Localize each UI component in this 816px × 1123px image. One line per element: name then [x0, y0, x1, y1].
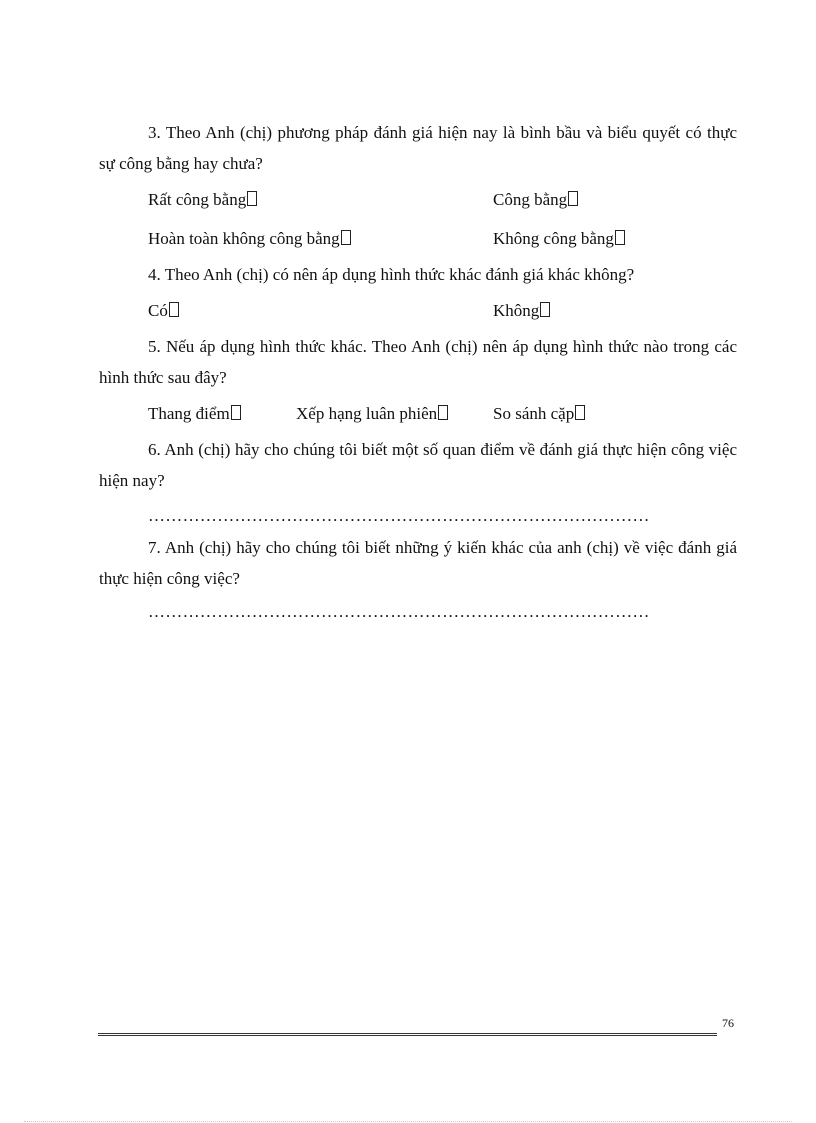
q4-option-1[interactable] — [148, 301, 179, 321]
q6-answer-line[interactable]: …………………………………………………………………………… — [148, 506, 650, 525]
footer-divider — [98, 1033, 717, 1036]
q3-option-3[interactable] — [148, 229, 351, 249]
q5-option-3-label: So sánh cặp — [493, 404, 575, 423]
page-bottom-border — [24, 1121, 792, 1122]
page-number: 76 — [722, 1016, 734, 1030]
q5-option-3[interactable] — [493, 404, 585, 424]
q3-option-3-label: Hoàn toàn không công bằng — [148, 229, 340, 248]
checkbox-icon[interactable] — [231, 405, 241, 420]
question-6-text: 6. Anh (chị) hãy cho chúng tôi biết một số quan điểm về đánh giá thực hiện công việc hiện nay? — [99, 440, 737, 490]
q5-option-1[interactable] — [148, 404, 241, 424]
q3-option-1[interactable] — [148, 190, 257, 210]
checkbox-icon[interactable] — [438, 405, 448, 420]
q4-option-2[interactable] — [493, 301, 550, 321]
q3-option-4[interactable] — [493, 229, 625, 249]
checkbox-icon[interactable] — [341, 230, 351, 245]
question-5-text: 5. Nếu áp dụng hình thức khác. Theo Anh (chị) nên áp dụng hình thức nào trong các hình thức sau đây? — [99, 337, 737, 387]
q3-option-4-label: Không công bằng — [493, 229, 614, 248]
checkbox-icon[interactable] — [540, 302, 550, 317]
q7-answer-line[interactable]: …………………………………………………………………………… — [148, 602, 650, 621]
checkbox-icon[interactable] — [575, 405, 585, 420]
question-7-text: 7. Anh (chị) hãy cho chúng tôi biết những ý kiến khác của anh (chị) về việc đánh giá thực hiện công việc? — [99, 538, 737, 588]
q3-option-2-label: Công bằng — [493, 190, 568, 209]
checkbox-icon[interactable] — [169, 302, 179, 317]
question-4-text: 4. Theo Anh (chị) có nên áp dụng hình thức khác đánh giá khác không? — [148, 265, 635, 284]
checkbox-icon[interactable] — [615, 230, 625, 245]
q3-option-2[interactable] — [493, 190, 578, 210]
q4-option-1-label: Có — [148, 301, 168, 320]
q4-option-2-label: Không — [493, 301, 540, 320]
checkbox-icon[interactable] — [568, 191, 578, 206]
q5-option-1-label: Thang điểm — [148, 404, 230, 423]
q5-option-2-label: Xếp hạng luân phiên — [296, 404, 438, 423]
checkbox-icon[interactable] — [247, 191, 257, 206]
q3-option-1-label: Rất công bằng — [148, 190, 247, 209]
q5-option-2[interactable] — [296, 404, 448, 424]
question-3-text: 3. Theo Anh (chị) phương pháp đánh giá hiện nay là bình bầu và biểu quyết có thực sự công bằng hay chưa? — [99, 123, 737, 173]
